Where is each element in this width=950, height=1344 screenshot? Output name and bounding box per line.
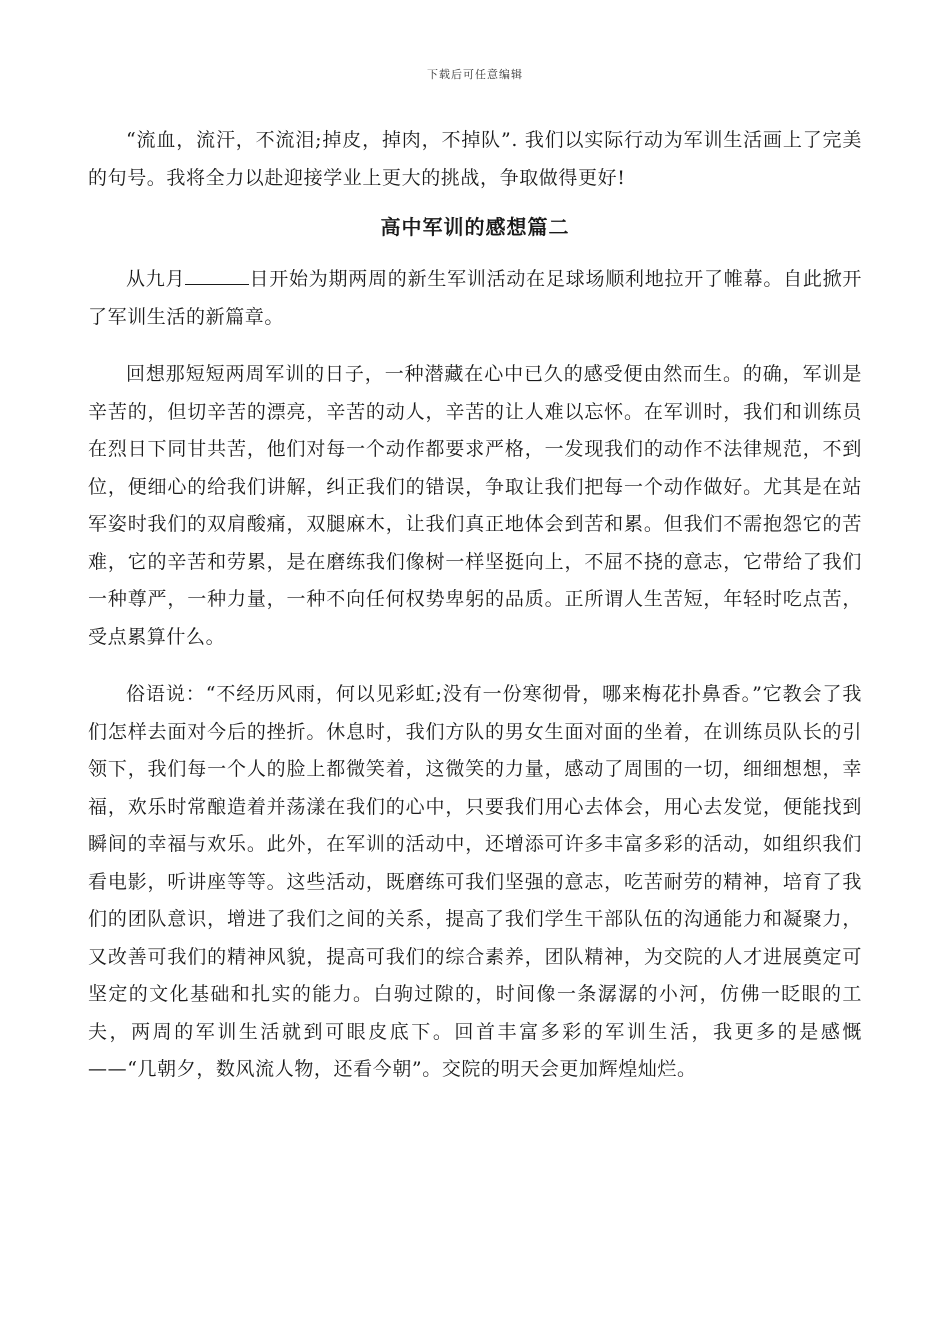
- document-body: [88, 122, 862, 1089]
- paragraph-1: “流血，流汗，不流泪;掉皮，掉肉，不掉队”. 我们以实际行动为军训生活画上了完美的句号。我将全力以赴迎接学业上更大的挑战，争取做得更好!: [88, 129, 862, 189]
- page-header: 下载后可任意编辑: [427, 68, 523, 81]
- paragraph-2-end: 日开始为期两周的新生军训活动在足球场顺利地拉开了帷幕。自此掀开了军训生活的新篇章。: [88, 268, 862, 328]
- section-title: 高中军训的感想篇二: [380, 215, 570, 239]
- paragraph-3: 回想那短短两周军训的日子，一种潜藏在心中已久的感受便由然而生。的确，军训是辛苦的，但切辛苦的漂亮，辛苦的动人，辛苦的让人难以忘怀。在军训时，我们和训练员在烈日下同甘共苦，他们对每一个动作都要求严格，一发现我们的动作不法律规范，不到位，便细心的给我们讲解，纠正我们的错误，争取让我们把每一个动作做好。尤其是在站军姿时我们的双肩酸痛，双腿麻木，让我们真正地体会到苦和累。但我们不需抱怨它的苦难，它的辛苦和劳累，是在磨练我们像树一样坚挺向上，不屈不挠的意志，它带给了我们一种尊严，一种力量，一种不向任何权势卑躬的品质。正所谓人生苦短，年轻时吃点苦，受点累算什么。: [88, 363, 862, 648]
- date-blank: [185, 267, 249, 285]
- paragraph-2: [88, 261, 862, 336]
- paragraph-2-start: 从九月: [126, 268, 186, 290]
- paragraph-4: 俗语说：“不经历风雨，何以见彩虹;没有一份寒彻骨，哪来梅花扑鼻香。”它教会了我们怎样去面对今后的挫折。休息时，我们方队的男女生面对面的坐着，在训练员队长的引领下，我们每一个人的脸上都微笑着，这微笑的力量，感动了周围的一切，细细想想，幸福，欢乐时常酿造着并荡漾在我们的心中，只要我们用心去体会，用心去发觉，便能找到瞬间的幸福与欢乐。此外，在军训的活动中，还增添可许多丰富多彩的活动，如组织我们看电影，听讲座等等。这些活动，既磨练可我们坚强的意志，吃苦耐劳的精神，培育了我们的团队意识，增进了我们之间的关系，提高了我们学生干部队伍的沟通能力和凝聚力，又改善可我们的精神风貌，提高可我们的综合素养，团队精神，为交院的人才进展奠定可坚定的文化基础和扎实的能力。白驹过隙的，时间像一条潺潺的小河，仿佛一眨眼的工夫，两周的军训生活就到可眼皮底下。回首丰富多彩的军训生活，我更多的是感慨——“几朝夕，数风流人物，还看今朝”。交院的明天会更加辉煌灿烂。: [88, 683, 862, 1080]
